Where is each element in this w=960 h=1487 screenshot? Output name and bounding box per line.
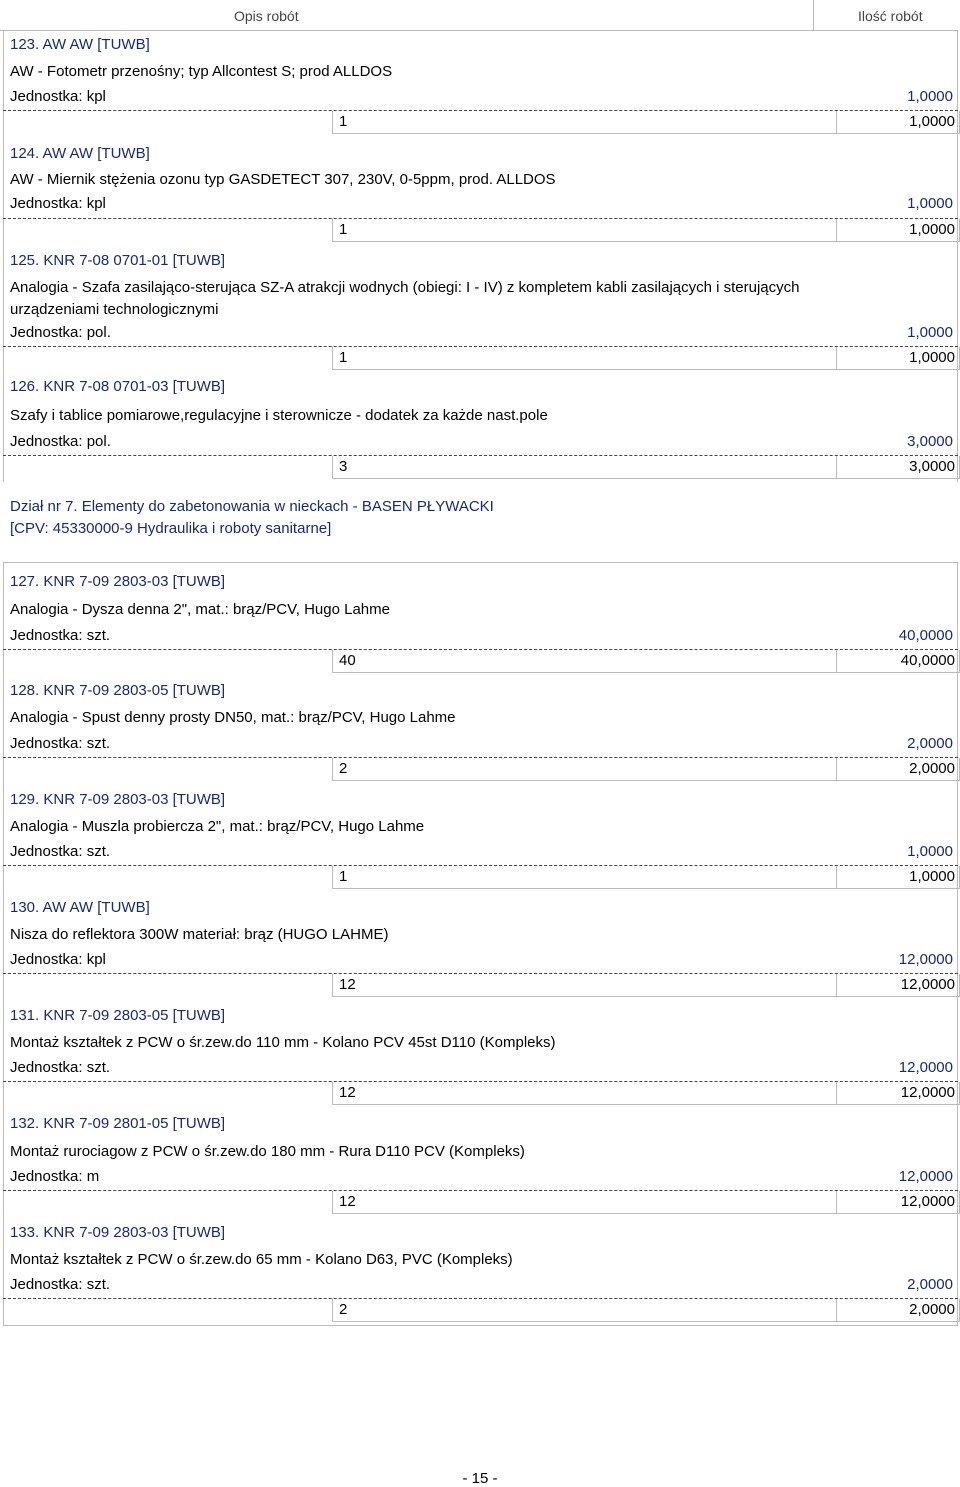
unit-total: 12,0000 <box>898 951 953 968</box>
unit-total: 40,0000 <box>898 627 953 644</box>
calc-quantity: 1 <box>339 868 348 885</box>
left-border <box>3 30 4 374</box>
unit-total: 12,0000 <box>898 1059 953 1076</box>
unit-label: Jednostka: kpl <box>10 88 106 105</box>
item-number: 124. AW AW [TUWB] <box>10 145 150 162</box>
left-border <box>3 374 4 482</box>
table-bottom-border <box>3 1325 958 1326</box>
item-description: Analogia - Spust denny prosty DN50, mat.: brąz/PCV, Hugo Lahme <box>10 709 456 726</box>
calc-quantity: 1 <box>339 113 348 130</box>
item-description: Analogia - Muszla probiercza 2", mat.: brąz/PCV, Hugo Lahme <box>10 818 425 835</box>
item-number: 131. KNR 7-09 2803-05 [TUWB] <box>10 1007 226 1024</box>
calc-value: 1,0000 <box>909 868 955 885</box>
unit-label: Jednostka: szt. <box>10 735 111 752</box>
item-number: 133. KNR 7-09 2803-03 [TUWB] <box>10 1224 226 1241</box>
unit-row <box>10 433 953 453</box>
calc-quantity: 1 <box>339 349 348 366</box>
unit-row <box>10 1059 953 1079</box>
item-description: Montaż rurociagow z PCW o śr.zew.do 180 mm - Rura D110 PCV (Kompleks) <box>10 1143 525 1160</box>
calc-quantity: 2 <box>339 760 348 777</box>
calc-row <box>332 111 960 134</box>
unit-label: Jednostka: pol. <box>10 324 111 341</box>
calc-quantity: 12 <box>339 1193 356 1210</box>
unit-label: Jednostka: szt. <box>10 627 111 644</box>
unit-row <box>10 1168 953 1188</box>
header-divider <box>813 0 814 30</box>
item-number: 128. KNR 7-09 2803-05 [TUWB] <box>10 682 226 699</box>
calc-row <box>332 219 960 242</box>
item-description: Analogia - Dysza denna 2", mat.: brąz/PCV, Hugo Lahme <box>10 601 390 618</box>
calc-value: 3,0000 <box>909 458 955 475</box>
item-description: Montaż kształtek z PCW o śr.zew.do 110 mm - Kolano PCV 45st D110 (Kompleks) <box>10 1034 556 1051</box>
unit-total: 1,0000 <box>907 324 953 341</box>
item-number: 123. AW AW [TUWB] <box>10 36 150 53</box>
unit-row <box>10 195 953 215</box>
calc-value: 12,0000 <box>900 1193 955 1210</box>
item-number: 132. KNR 7-09 2801-05 [TUWB] <box>10 1115 226 1132</box>
unit-label: Jednostka: kpl <box>10 951 106 968</box>
calc-row <box>332 974 960 997</box>
calc-row <box>332 347 960 370</box>
item-description: Nisza do reflektora 300W materiał: brąz (HUGO LAHME) <box>10 926 389 943</box>
calc-value: 1,0000 <box>909 221 955 238</box>
item-number: 130. AW AW [TUWB] <box>10 899 150 916</box>
item-description: urządzeniami technologicznymi <box>10 301 219 318</box>
calc-value: 1,0000 <box>909 113 955 130</box>
unit-row <box>10 627 953 647</box>
unit-label: Jednostka: pol. <box>10 433 111 450</box>
unit-label: Jednostka: m <box>10 1168 100 1185</box>
calc-row <box>332 456 960 479</box>
section-cpv: [CPV: 45330000-9 Hydraulika i roboty sanitarne] <box>10 520 332 537</box>
unit-total: 2,0000 <box>907 1276 953 1293</box>
calc-quantity: 2 <box>339 1301 348 1318</box>
unit-total: 3,0000 <box>907 433 953 450</box>
calc-value: 12,0000 <box>900 976 955 993</box>
unit-label: Jednostka: szt. <box>10 843 111 860</box>
calc-row <box>332 1082 960 1105</box>
calc-row <box>332 650 960 673</box>
unit-row <box>10 88 953 108</box>
calc-quantity: 1 <box>339 221 348 238</box>
left-border <box>3 562 4 1326</box>
calc-value: 12,0000 <box>900 1084 955 1101</box>
unit-total: 1,0000 <box>907 195 953 212</box>
header-opis: Opis robót <box>234 8 299 24</box>
calc-quantity: 12 <box>339 976 356 993</box>
header-ilosc: Ilość robót <box>858 8 923 24</box>
right-border <box>957 30 958 482</box>
unit-total: 1,0000 <box>907 843 953 860</box>
unit-row <box>10 843 953 863</box>
unit-row <box>10 951 953 971</box>
unit-row <box>10 324 953 344</box>
section-title: Dział nr 7. Elementy do zabetonowania w nieckach - BASEN PŁYWACKI <box>10 498 494 515</box>
item-description: Analogia - Szafa zasilająco-sterująca SZ-A atrakcji wodnych (obiegi: I - IV) z kompletem kabli zasilających i sterujących <box>10 279 800 296</box>
calc-value: 2,0000 <box>909 760 955 777</box>
unit-row <box>10 1276 953 1296</box>
unit-label: Jednostka: szt. <box>10 1059 111 1076</box>
table-header <box>0 0 958 31</box>
item-number: 126. KNR 7-08 0701-03 [TUWB] <box>10 378 226 395</box>
item-number: 127. KNR 7-09 2803-03 [TUWB] <box>10 573 226 590</box>
calc-row <box>332 758 960 781</box>
calc-row <box>332 866 960 889</box>
calc-quantity: 3 <box>339 458 348 475</box>
calc-value: 40,0000 <box>900 652 955 669</box>
item-description: Szafy i tablice pomiarowe,regulacyjne i sterownicze - dodatek za każde nast.pole <box>10 407 548 424</box>
unit-label: Jednostka: szt. <box>10 1276 111 1293</box>
item-description: AW - Fotometr przenośny; typ Allcontest S; prod ALLDOS <box>10 63 393 80</box>
unit-label: Jednostka: kpl <box>10 195 106 212</box>
calc-quantity: 12 <box>339 1084 356 1101</box>
calc-quantity: 40 <box>339 652 356 669</box>
item-number: 125. KNR 7-08 0701-01 [TUWB] <box>10 252 226 269</box>
section-separator <box>3 562 958 563</box>
calc-row <box>332 1191 960 1214</box>
calc-value: 1,0000 <box>909 349 955 366</box>
unit-total: 12,0000 <box>898 1168 953 1185</box>
unit-row <box>10 735 953 755</box>
unit-total: 1,0000 <box>907 88 953 105</box>
page-number: - 15 - <box>462 1470 498 1487</box>
calc-row <box>332 1299 960 1322</box>
item-description: Montaż kształtek z PCW o śr.zew.do 65 mm - Kolano D63, PVC (Kompleks) <box>10 1251 513 1268</box>
item-number: 129. KNR 7-09 2803-03 [TUWB] <box>10 791 226 808</box>
calc-value: 2,0000 <box>909 1301 955 1318</box>
unit-total: 2,0000 <box>907 735 953 752</box>
item-description: AW - Miernik stężenia ozonu typ GASDETECT 307, 230V, 0-5ppm, prod. ALLDOS <box>10 171 556 188</box>
